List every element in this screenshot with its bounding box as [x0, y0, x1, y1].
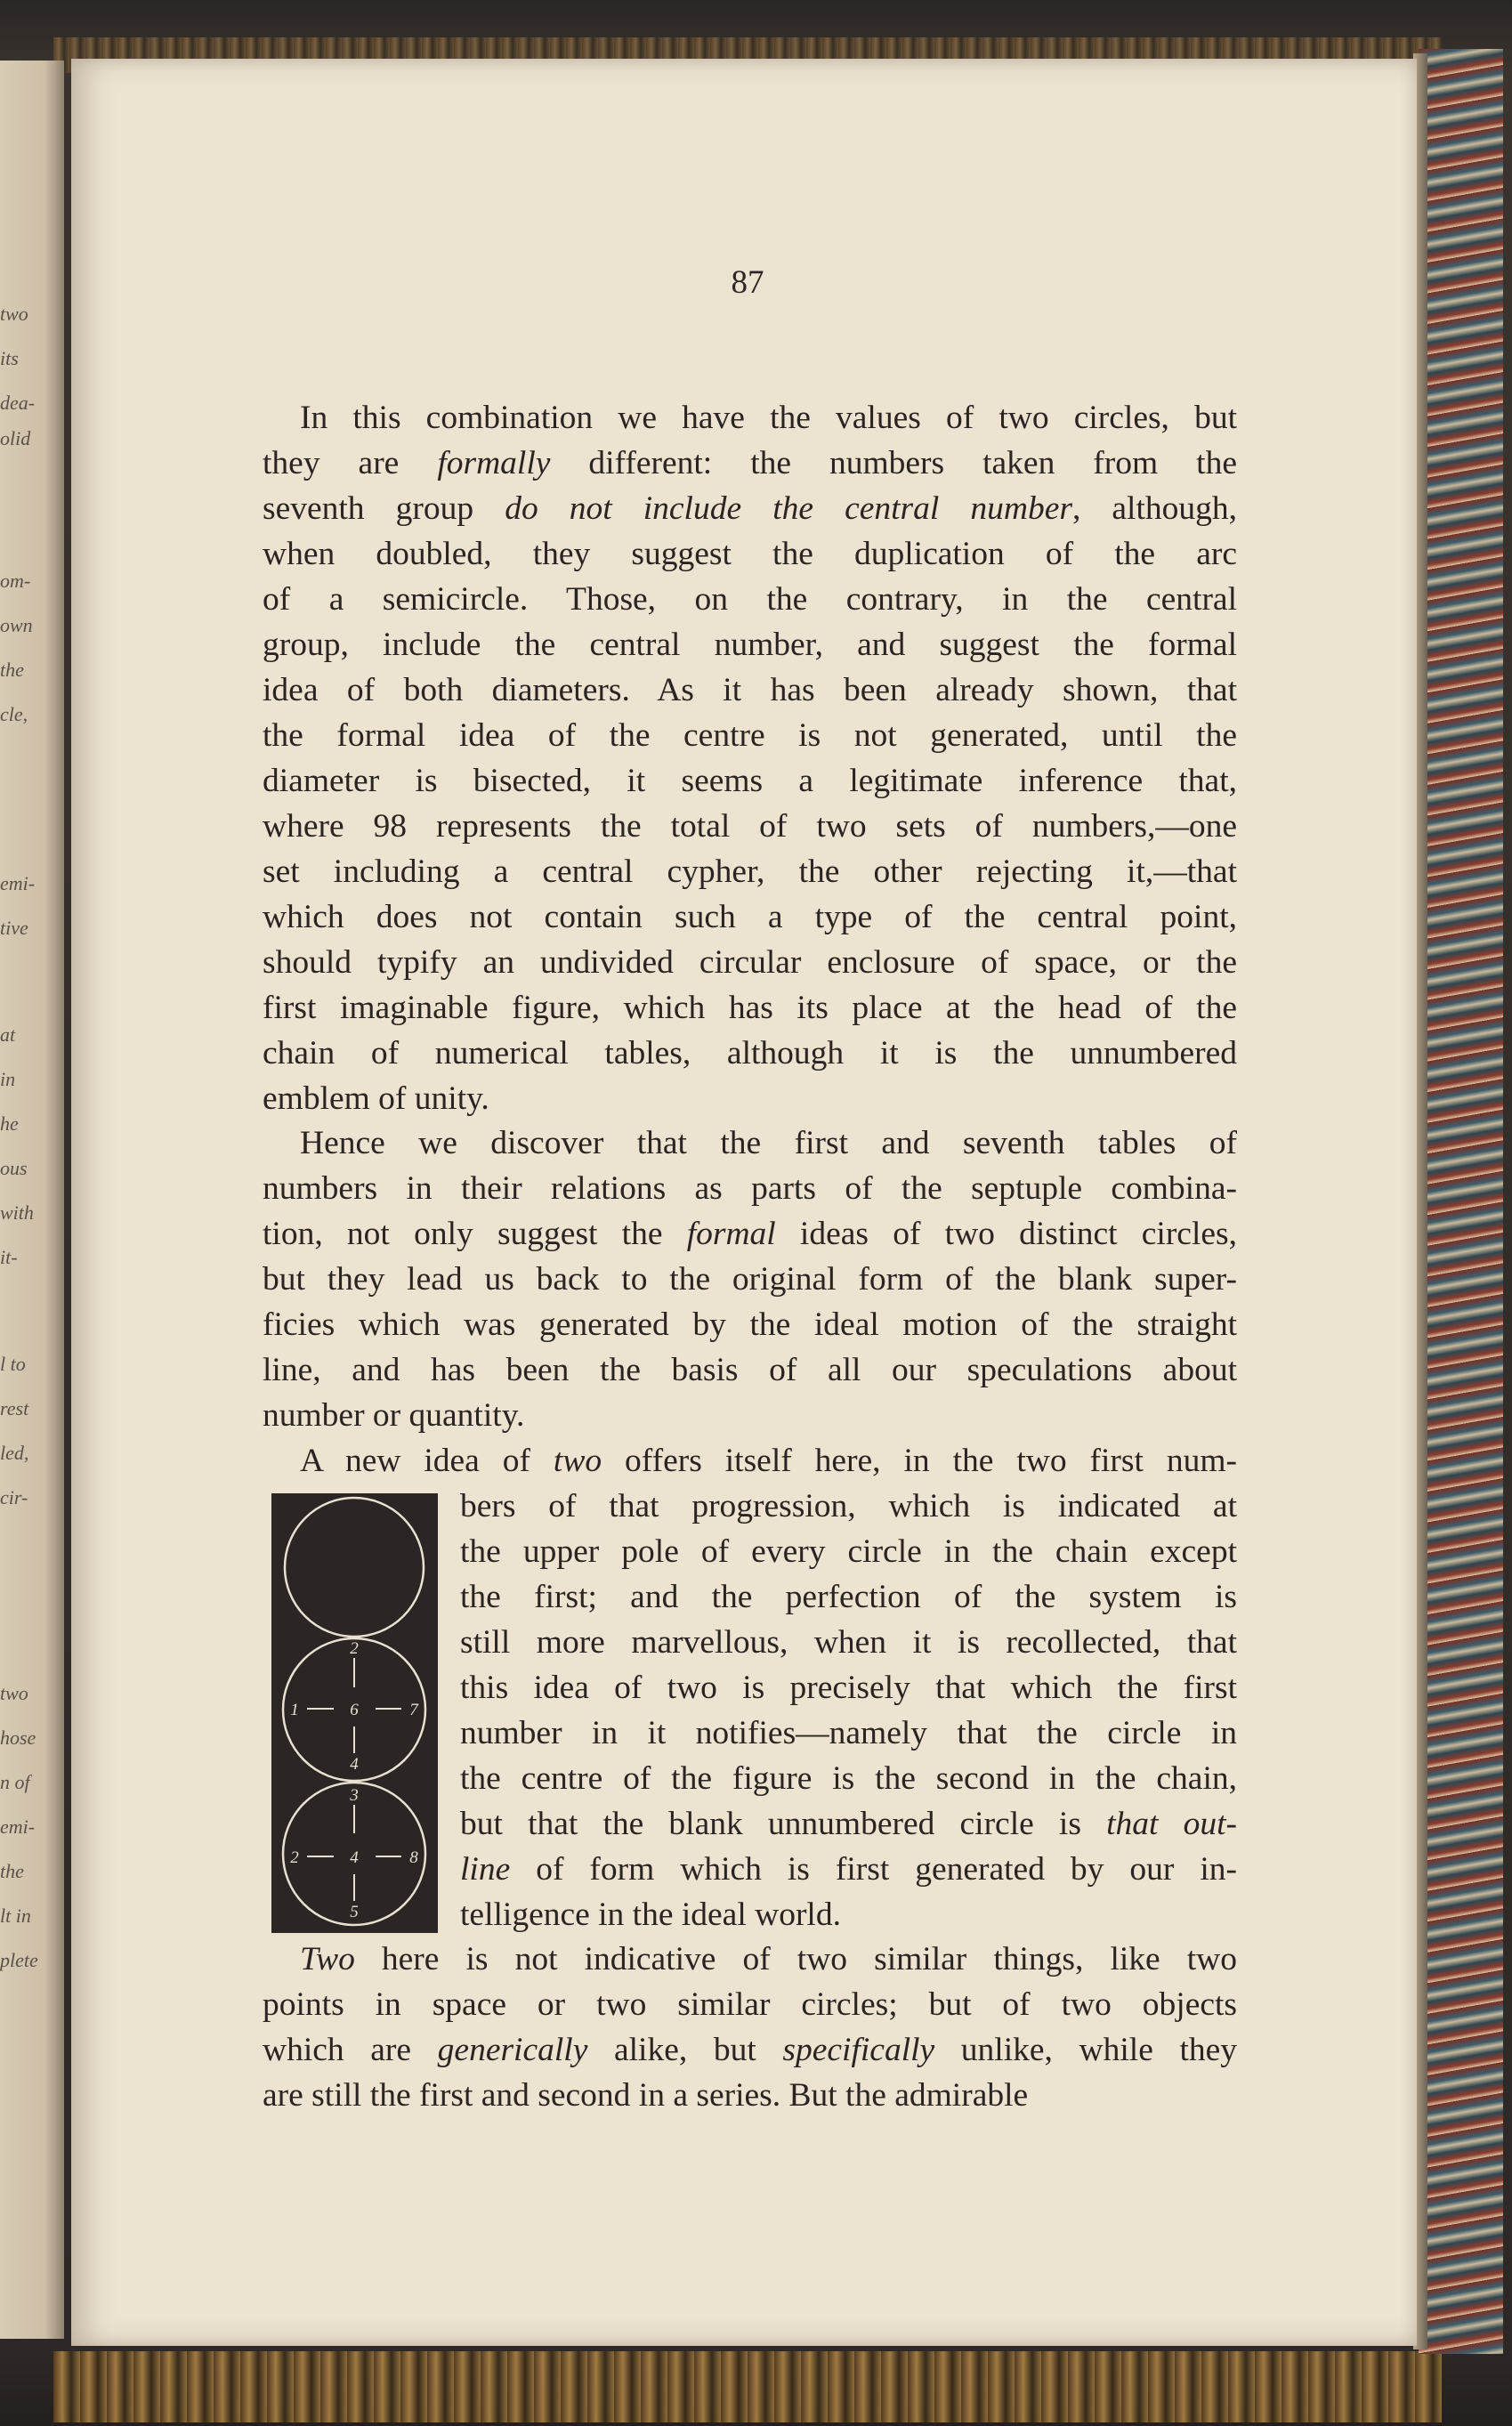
- text-line: [263, 1302, 1237, 1347]
- facing-page-fragment: two: [0, 303, 28, 325]
- italic-text: formally: [437, 445, 551, 481]
- text-run: where 98 represents the total of two sets of numbers,—one: [263, 808, 1237, 845]
- facing-page-fragment: the: [0, 1860, 24, 1882]
- text-line: [263, 713, 1237, 758]
- text-run: , although,: [1071, 490, 1237, 527]
- bottom-circle-left-number: 2: [290, 1848, 299, 1867]
- facing-page-fragment: led,: [0, 1442, 29, 1464]
- text-run: when doubled, they suggest the duplication of the arc: [263, 536, 1237, 572]
- text-run: they are: [263, 445, 438, 481]
- middle-circle-left-number: 1: [290, 1701, 299, 1719]
- text-line: [460, 1756, 1237, 1801]
- text-line: [263, 940, 1237, 985]
- italic-text: formal: [686, 1216, 776, 1252]
- text-run: group, include the central number, and suggest the formal: [263, 627, 1237, 663]
- text-run: alike, but: [587, 2032, 783, 2068]
- text-line: [460, 1484, 1237, 1529]
- facing-page-fragment: it-: [0, 1246, 18, 1268]
- text-run: first imaginable figure, which has its place at the head of the: [263, 990, 1237, 1026]
- italic-text: that out-: [1106, 1806, 1237, 1842]
- blank-circle: [285, 1498, 424, 1637]
- text-run: A new idea of: [300, 1443, 554, 1479]
- text-run: the upper pole of every circle in the chain except: [460, 1533, 1237, 1570]
- text-line: [263, 667, 1237, 713]
- text-line: [263, 849, 1237, 894]
- facing-page-fragment: two: [0, 1682, 28, 1704]
- facing-page-fragment: at: [0, 1023, 16, 1046]
- facing-page-fragment: om-: [0, 570, 31, 592]
- text-run: number or quantity.: [263, 1397, 525, 1434]
- facing-page-fragment: the: [0, 659, 24, 681]
- italic-text: do not include the central number: [505, 490, 1072, 527]
- text-run: seventh group: [263, 490, 505, 527]
- text-line: [263, 985, 1237, 1031]
- italic-text: two: [553, 1443, 602, 1479]
- text-run: offers itself here, in the two first num-: [602, 1443, 1238, 1479]
- text-line: [263, 622, 1237, 667]
- text-run: numbers in their relations as parts of the septuple combina-: [263, 1170, 1237, 1207]
- italic-text: generically: [437, 2032, 588, 2068]
- circle-chain-svg: [271, 1493, 438, 1933]
- text-line: [460, 1529, 1237, 1574]
- text-line: [460, 1801, 1237, 1847]
- bottom-circle-right-number: 8: [409, 1848, 418, 1867]
- text-line: [263, 1937, 1237, 1982]
- middle-circle-right-number: 7: [409, 1701, 418, 1719]
- text-line: [263, 1982, 1237, 2027]
- text-run: idea of both diameters. As it has been already shown, that: [263, 672, 1237, 708]
- text-run: of a semicircle. Those, on the contrary, in the central: [263, 581, 1237, 618]
- text-line: [263, 531, 1237, 577]
- text-run: the centre of the figure is the second in the chain,: [460, 1760, 1237, 1797]
- text-line: [263, 1166, 1237, 1211]
- facing-page-fragment: its: [0, 347, 19, 369]
- text-run: here is not indicative of two similar things, like two: [354, 1941, 1237, 1977]
- text-run: but that the blank unnumbered circle is: [460, 1806, 1107, 1842]
- text-run: but they lead us back to the original form of the blank super-: [263, 1261, 1237, 1298]
- facing-page-fragment: cle,: [0, 703, 28, 725]
- italic-text: line: [460, 1851, 511, 1888]
- text-line: [263, 1393, 1237, 1438]
- bottom-circle-bottom-number: 5: [350, 1903, 359, 1921]
- text-run: should typify an undivided circular enclosure of space, or the: [263, 944, 1237, 981]
- text-line: [263, 1076, 1237, 1121]
- facing-page-fragment: cir-: [0, 1486, 28, 1508]
- circle-chain-figure: [271, 1493, 438, 1933]
- text-run: points in space or two similar circles; but of two objects: [263, 1986, 1237, 2023]
- text-line: [460, 1620, 1237, 1665]
- text-run: of form which is first generated by our in-: [510, 1851, 1237, 1888]
- text-line: [263, 2027, 1237, 2073]
- text-run: this idea of two is precisely that which the first: [460, 1670, 1237, 1706]
- text-line: [263, 1347, 1237, 1393]
- text-line: [263, 758, 1237, 804]
- book-page: [71, 59, 1417, 2346]
- bottom-circle-top-number: 3: [350, 1786, 359, 1805]
- text-run: which does not contain such a type of the central point,: [263, 899, 1237, 935]
- marbled-page-edge: [1419, 49, 1503, 2354]
- facing-page-fragment: ous: [0, 1157, 28, 1179]
- text-line: [263, 1211, 1237, 1257]
- facing-page-fragment: he: [0, 1112, 19, 1135]
- facing-page-fragment: rest: [0, 1397, 29, 1419]
- text-run: tion, not only suggest the: [263, 1216, 687, 1252]
- text-run: which are: [263, 2032, 438, 2068]
- text-run: bers of that progression, which is indicated at: [460, 1488, 1237, 1524]
- text-line: [263, 894, 1237, 940]
- facing-page-fragment: l to: [0, 1353, 26, 1375]
- text-line: [460, 1665, 1237, 1710]
- text-run: different: the numbers taken from the: [550, 445, 1237, 481]
- text-line: [263, 1031, 1237, 1076]
- page-number: 87: [731, 264, 764, 301]
- text-line: [263, 441, 1237, 486]
- middle-circle-top-number: 2: [350, 1639, 359, 1658]
- text-line: [263, 804, 1237, 849]
- facing-page-fragment: hose: [0, 1727, 36, 1749]
- facing-page-fragment: in: [0, 1068, 16, 1090]
- text-run: the formal idea of the centre is not generated, until the: [263, 717, 1237, 754]
- text-run: still more marvellous, when it is recollected, that: [460, 1624, 1237, 1661]
- text-run: are still the first and second in a series. But the admirable: [263, 2077, 1029, 2114]
- text-line: [263, 577, 1237, 622]
- facing-page-fragment: plete: [0, 1949, 38, 1971]
- text-run: diameter is bisected, it seems a legitimate inference that,: [263, 763, 1237, 799]
- text-run: ideas of two distinct circles,: [775, 1216, 1237, 1252]
- text-run: line, and has been the basis of all our speculations about: [263, 1352, 1237, 1388]
- text-line: [460, 1710, 1237, 1756]
- text-line: [263, 395, 1237, 441]
- text-run: set including a central cypher, the other rejecting it,—that: [263, 853, 1237, 890]
- text-line: [263, 1257, 1237, 1302]
- book-footband: [53, 2351, 1442, 2422]
- facing-page-fragment: with: [0, 1201, 34, 1224]
- text-line: [263, 486, 1237, 531]
- facing-page-fragment: lt in: [0, 1904, 31, 1927]
- facing-page-fragment: own: [0, 614, 33, 636]
- facing-page-fragment: n of: [0, 1771, 30, 1793]
- italic-text: Two: [300, 1941, 355, 1977]
- text-line: [263, 1120, 1237, 1166]
- text-run: Hence we discover that the first and seventh tables of: [300, 1125, 1237, 1161]
- text-run: ficies which was generated by the ideal motion of the straight: [263, 1306, 1237, 1343]
- facing-page-fragment: tive: [0, 917, 28, 939]
- text-line: [460, 1847, 1237, 1892]
- text-run: telligence in the ideal world.: [460, 1896, 841, 1933]
- facing-page-fragment: olid: [0, 427, 31, 449]
- text-line: [460, 1892, 1237, 1937]
- facing-page-fragment: emi-: [0, 1815, 36, 1838]
- middle-circle-center-number: 6: [350, 1701, 359, 1719]
- text-run: chain of numerical tables, although it is the unnumbered: [263, 1035, 1237, 1071]
- facing-page-fragment: dea-: [0, 392, 36, 414]
- text-run: emblem of unity.: [263, 1080, 489, 1117]
- text-run: number in it notifies—namely that the circle in: [460, 1715, 1237, 1751]
- facing-page-edge: [0, 61, 64, 2339]
- bottom-circle-center-number: 4: [350, 1848, 359, 1867]
- text-run: unlike, while they: [934, 2032, 1238, 2068]
- text-line: [460, 1574, 1237, 1620]
- middle-circle-bottom-number: 4: [350, 1755, 359, 1774]
- text-run: the first; and the perfection of the system is: [460, 1579, 1237, 1615]
- text-line: [263, 2073, 1237, 2118]
- facing-page-fragment: emi-: [0, 872, 36, 894]
- text-run: In this combination we have the values of two circles, but: [300, 400, 1237, 436]
- italic-text: specifically: [782, 2032, 935, 2068]
- text-line: [263, 1438, 1237, 1484]
